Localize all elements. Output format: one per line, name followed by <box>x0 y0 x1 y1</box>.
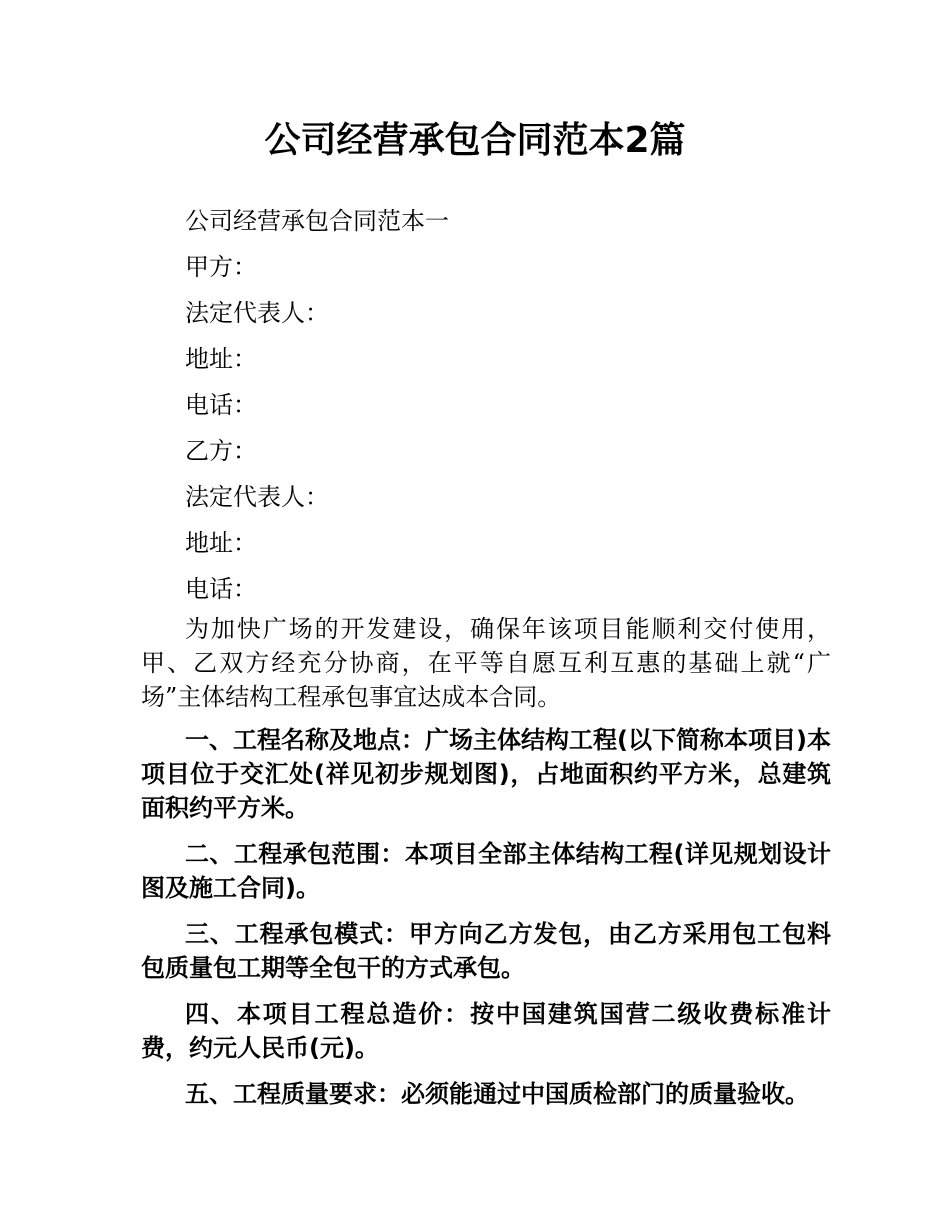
clause-2: 二、工程承包范围：本项目全部主体结构工程(详见规划设计图及施工合同)。 <box>141 840 831 902</box>
preamble-paragraph: 为加快广场的开发建设，确保年该项目能顺利交付使用，甲、乙双方经充分协商，在平等自愿互利互惠的基础上就“广场”主体结构工程承包事宜达成本合同。 <box>141 615 831 711</box>
party-b-representative: 法定代表人： <box>185 483 329 511</box>
party-a-label: 甲方： <box>185 253 257 281</box>
clause-4: 四、本项目工程总造价：按中国建筑国营二级收费标准计费，约元人民币(元)。 <box>141 1000 831 1062</box>
party-a-representative: 法定代表人： <box>185 299 329 327</box>
document-title: 公司经营承包合同范本2篇 <box>264 120 686 161</box>
party-b-phone: 电话： <box>185 575 257 603</box>
clause-5: 五、工程质量要求：必须能通过中国质检部门的质量验收。 <box>185 1080 809 1108</box>
clause-1: 一、工程名称及地点：广场主体结构工程(以下简称本项目)本项目位于交汇处(祥见初步规划图)，占地面积约平方米，总建筑面积约平方米。 <box>141 726 831 822</box>
party-a-phone: 电话： <box>185 391 257 419</box>
party-b-address: 地址： <box>185 529 257 557</box>
party-b-label: 乙方： <box>185 437 257 465</box>
clause-3: 三、工程承包模式：甲方向乙方发包，由乙方采用包工包料包质量包工期等全包干的方式承包。 <box>141 920 831 982</box>
party-a-address: 地址： <box>185 345 257 373</box>
contract-subtitle: 公司经营承包合同范本一 <box>185 207 449 235</box>
document-body <box>141 198 831 1123</box>
